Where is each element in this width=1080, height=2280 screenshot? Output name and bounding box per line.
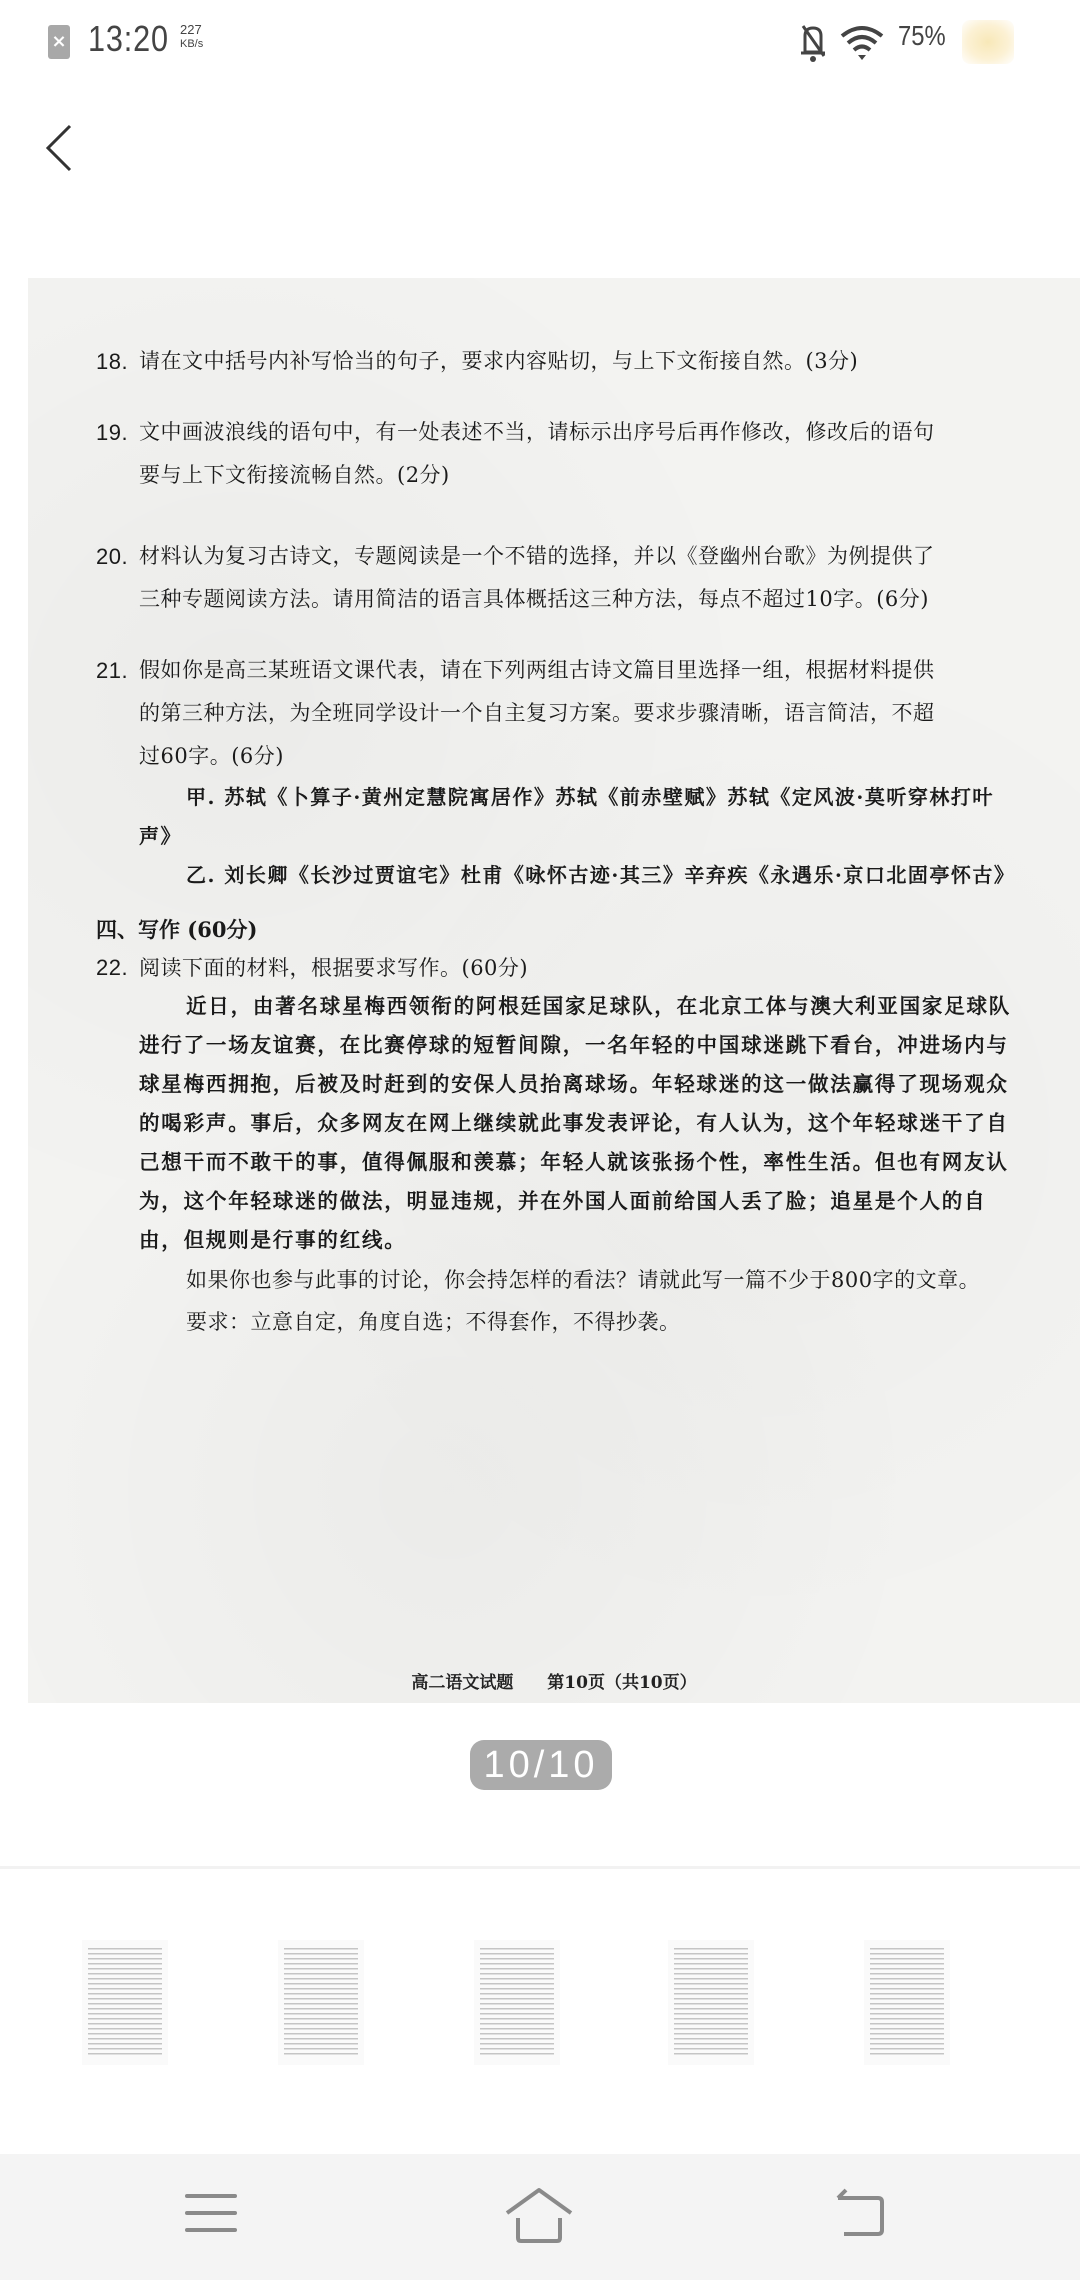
question-20 <box>96 535 1016 621</box>
thumbnail-page-5[interactable] <box>864 1940 950 2065</box>
question-text: 阅读下面的材料，根据要求写作。(60分) <box>139 956 529 980</box>
option-jia: 甲. 苏轼《卜算子·黄州定慧院寓居作》苏轼《前赤壁赋》苏轼《定风波·莫听穿林打叶声》 <box>139 785 994 848</box>
writing-material: 近日，由著名球星梅西领衔的阿根廷国家足球队，在北京工体与澳大利亚国家足球队进行了一场友谊赛，在比赛停球的短暂间隙，一名年轻的中国球迷跳下看台，冲进场内与球星梅西拥抱，后被及时赶到的安保人员抬离球场。年轻球迷的这一做法赢得了现场观众的喝彩声。事后，众多网友在网上继续就此事发表评论，有人认为，这个年轻球迷干了自己想干而不敢干的事，值得佩服和羡慕；年轻人就该张扬个性，率性生活。但也有网友认为，这个年轻球迷的做法，明显违规，并在外国人面前给国人丢了脸；追星是个人的自由，但规则是行事的红线。 <box>139 994 1012 1252</box>
thumbnail-preview <box>674 1948 748 2055</box>
page-footer <box>28 1668 1080 1693</box>
page-indicator: 10/10 <box>470 1740 612 1790</box>
footer-page: 第10页（共10页） <box>547 1673 697 1693</box>
question-text: 假如你是高三某班语文课代表，请在下列两组古诗文篇目里选择一组，根据材料提供 <box>139 658 935 682</box>
bell-muted-icon <box>795 22 831 64</box>
question-text: 请在文中括号内补写恰当的句子，要求内容贴切，与上下文衔接自然。(3分) <box>139 349 859 373</box>
status-bar <box>0 0 1080 80</box>
question-number: 21. <box>96 658 129 683</box>
writing-prompt: 如果你也参与此事的讨论，你会持怎样的看法？请就此写一篇不少于800字的文章。 <box>186 1268 981 1292</box>
section-title-writing: 四、写作 (60分) <box>96 917 258 942</box>
question-22 <box>96 949 1016 987</box>
thumbnail-preview <box>88 1948 162 2055</box>
question-text: 材料认为复习古诗文，专题阅读是一个不错的选择，并以《登幽州台歌》为例提供了 <box>139 544 935 568</box>
question-text: 的第三种方法，为全班同学设计一个自主复习方案。要求步骤清晰，语言简洁，不超 <box>139 701 935 725</box>
back-icon[interactable] <box>830 2184 900 2254</box>
network-speed-unit: KB/s <box>180 38 204 50</box>
close-notification-icon: × <box>48 25 70 59</box>
battery-level: 75% <box>898 20 946 51</box>
thumbnail-page-3[interactable] <box>474 1940 560 2065</box>
question-number: 22. <box>96 955 129 980</box>
writing-requirements: 要求：立意自定，角度自选；不得套作，不得抄袭。 <box>186 1310 681 1334</box>
option-yi: 乙. 刘长卿《长沙过贾谊宅》杜甫《咏怀古迹·其三》辛弃疾《永遇乐·京口北固亭怀古》 <box>186 863 1016 887</box>
document-page-image[interactable] <box>28 278 1080 1703</box>
divider <box>0 1866 1080 1869</box>
home-icon[interactable] <box>504 2184 574 2254</box>
thumbnail-preview <box>870 1948 944 2055</box>
question-number: 20. <box>96 544 129 569</box>
document-content <box>96 340 1016 1344</box>
question-18 <box>96 340 1016 383</box>
question-text: 要与上下文衔接流畅自然。(2分) <box>139 463 450 487</box>
thumbnail-page-2[interactable] <box>278 1940 364 2065</box>
menu-icon[interactable] <box>176 2184 246 2254</box>
question-21 <box>96 649 1016 778</box>
question-text: 三种专题阅读方法。请用简洁的语言具体概括这三种方法，每点不超过10字。(6分) <box>139 587 929 611</box>
question-19 <box>96 411 1016 497</box>
thumbnail-page-4[interactable] <box>668 1940 754 2065</box>
question-text: 过60字。(6分) <box>139 744 284 768</box>
thumbnail-preview <box>284 1948 358 2055</box>
network-speed-value: 227 <box>180 22 202 37</box>
question-number: 19. <box>96 420 129 445</box>
question-text: 文中画波浪线的语句中，有一处表述不当，请标示出序号后再作修改，修改后的语句 <box>139 420 935 444</box>
footer-title: 高二语文试题 <box>411 1673 514 1693</box>
clock: 13:20 <box>88 18 169 59</box>
thumbnail-page-1[interactable] <box>82 1940 168 2065</box>
wifi-icon <box>838 24 886 60</box>
question-number: 18. <box>96 349 129 374</box>
navigation-bar <box>0 2154 1080 2280</box>
thumbnail-preview <box>480 1948 554 2055</box>
blurred-status-icon <box>962 20 1014 64</box>
thumbnail-strip[interactable] <box>0 1940 1080 2070</box>
back-button[interactable] <box>40 118 80 178</box>
network-speed <box>180 22 203 52</box>
